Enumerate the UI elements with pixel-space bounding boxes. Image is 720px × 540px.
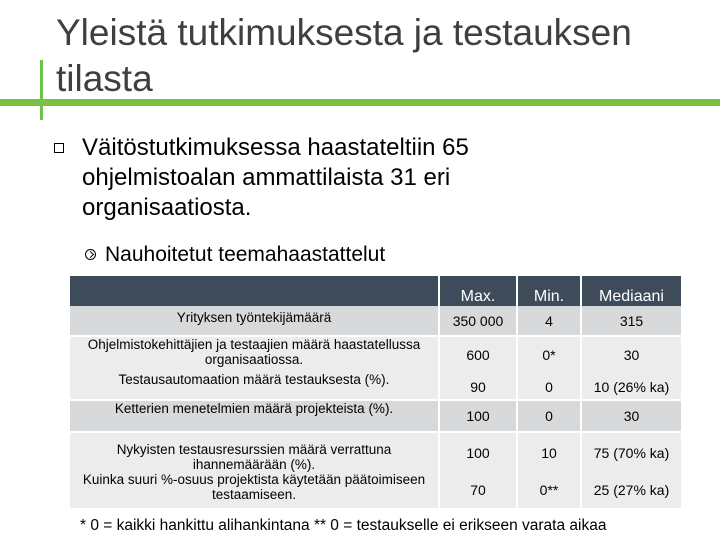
footnote: * 0 = kaikki hankittu alihankintana ** 0 = testaukselle ei erikseen varata aikaa: [80, 517, 607, 534]
cell-max: 70: [439, 472, 517, 508]
table-row: [70, 400, 681, 432]
table-row: [70, 432, 681, 472]
square-bullet-icon: [54, 143, 64, 153]
cell-min: 0**: [517, 472, 581, 508]
table-row: [70, 372, 681, 400]
row-label: Ohjelmistokehittäjien ja testaajien määrä haastatellussa organisaatiossa.: [70, 336, 439, 372]
table-row: [70, 306, 681, 336]
cell-max: 100: [439, 400, 517, 432]
bullet-sub: Nauhoitetut teemahaastattelut: [105, 243, 386, 266]
row-label: Nykyisten testausresurssien määrä verrattuna ihannemäärään (%).: [70, 432, 439, 472]
accent-horizontal-bar: [0, 99, 720, 106]
bullet-main: Väitöstutkimuksessa haastateltiin 65 ohjelmistoalan ammattilaista 31 eri organisaatiosta.: [82, 134, 469, 221]
table-header-min: Min.: [517, 276, 581, 306]
row-label: Ketterien menetelmien määrä projekteista (%).: [70, 400, 439, 432]
accent-vertical-bar: [40, 60, 43, 120]
cell-max: 100: [439, 432, 517, 472]
table-row: [70, 336, 681, 372]
cell-min: 4: [517, 306, 581, 336]
table-header-empty: [70, 276, 439, 306]
stats-table: [70, 276, 681, 508]
cell-median: 25 (27% ka): [581, 472, 681, 508]
cell-max: 600: [439, 336, 517, 372]
cell-min: 0*: [517, 336, 581, 372]
cell-median: 30: [581, 400, 681, 432]
row-label: Kuinka suuri %-osuus projektista käytetään päätoimiseen testaamiseen.: [70, 472, 439, 508]
row-label: Testausautomaation määrä testauksesta (%).: [70, 372, 439, 400]
cell-median: 315: [581, 306, 681, 336]
cell-min: 0: [517, 372, 581, 400]
cell-max: 90: [439, 372, 517, 400]
table-row: [70, 472, 681, 508]
table-header-row: [70, 276, 681, 306]
cell-min: 10: [517, 432, 581, 472]
cell-median: 10 (26% ka): [581, 372, 681, 400]
table-header-max: Max.: [439, 276, 517, 306]
page-title: Yleistä tutkimuksesta ja testauksen tilasta: [56, 12, 632, 99]
row-label: Yrityksen työntekijämäärä: [70, 306, 439, 336]
cell-min: 0: [517, 400, 581, 432]
cell-median: 75 (70% ka): [581, 432, 681, 472]
table-header-median: Mediaani: [581, 276, 681, 306]
cell-max: 350 000: [439, 306, 517, 336]
circle-check-bullet-icon: [85, 249, 96, 260]
cell-median: 30: [581, 336, 681, 372]
